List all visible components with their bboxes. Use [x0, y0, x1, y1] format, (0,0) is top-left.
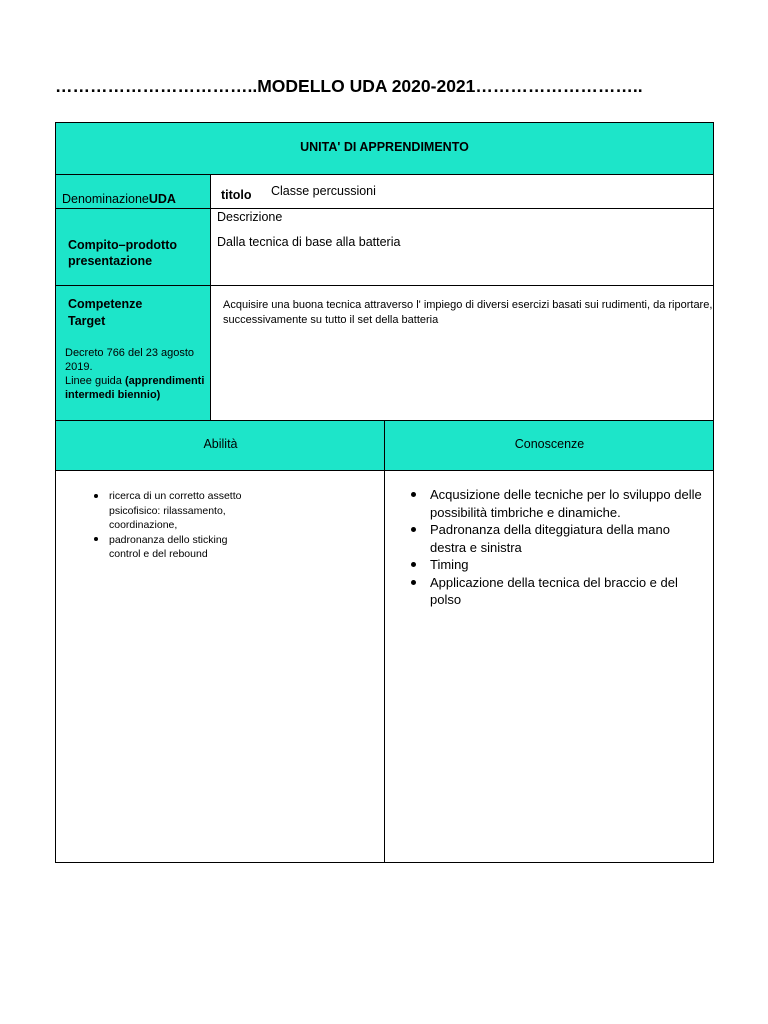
- competenze-note-line4: intermedi biennio): [65, 389, 161, 401]
- competenze-label-line2: Target: [68, 314, 106, 328]
- competenze-note-line1: Decreto 766 del 23 agosto: [65, 347, 195, 359]
- abilita-header-cell: [56, 421, 385, 471]
- conoscenze-item: Padronanza della diteggiatura della mano destra e sinistra: [430, 521, 702, 556]
- titolo-label: titolo: [221, 188, 252, 202]
- conoscenze-list: [430, 486, 702, 609]
- abilita-list: [109, 489, 241, 562]
- competenze-value-line1: Acquisire una buona tecnica attraverso l' impiego di diversi esercizi basati sui rudimenti, da riportare,: [223, 299, 713, 311]
- titolo-value: Classe percussioni: [271, 184, 376, 198]
- denominazione-label: DenominazioneUDA: [62, 192, 176, 206]
- abilita-header: Abilità: [203, 437, 238, 451]
- competenze-note-line3: Linee guida (apprendimenti: [65, 375, 205, 387]
- conoscenze-item: Applicazione della tecnica del braccio e del polso: [430, 574, 702, 609]
- compito-label-line1: Compito–prodotto: [68, 238, 178, 252]
- conoscenze-header: Conoscenze: [514, 437, 585, 451]
- descrizione-value: Dalla tecnica di base alla batteria: [217, 235, 401, 249]
- competenze-value-line2: successivamente su tutto il set della batteria: [223, 314, 439, 326]
- header-title: UNITA' DI APPRENDIMENTO: [300, 140, 469, 154]
- conoscenze-item: Acqusizione delle tecniche per lo sviluppo delle possibilità timbriche e dinamiche.: [430, 487, 702, 520]
- abilita-item: padronanza dello sticking control e del rebound: [109, 533, 241, 562]
- denominazione-value-cell: [210, 175, 713, 209]
- competenze-value-cell: [210, 286, 713, 421]
- abilita-content-cell: [56, 471, 385, 862]
- competenze-note-line2: 2019.: [65, 361, 93, 373]
- descrizione-label: Descrizione: [217, 210, 283, 224]
- competenze-label-line1: Competenze: [68, 297, 143, 311]
- header-row: [56, 123, 713, 175]
- compito-label-line2: presentazione: [68, 254, 153, 268]
- conoscenze-header-cell: [384, 421, 713, 471]
- uda-table: [55, 122, 714, 863]
- compito-value-cell: [210, 209, 713, 286]
- denominazione-label-cell: [56, 175, 211, 209]
- competenze-label-cell: [56, 286, 211, 421]
- compito-label-cell: [56, 209, 211, 286]
- conoscenze-item: Timing: [430, 556, 702, 574]
- page-title: ……………………………..MODELLO UDA 2020-2021………………………..: [55, 76, 643, 96]
- conoscenze-content-cell: [384, 471, 713, 862]
- abilita-item: ricerca di un corretto assetto psicofisico: rilassamento, coordinazione,: [109, 490, 242, 531]
